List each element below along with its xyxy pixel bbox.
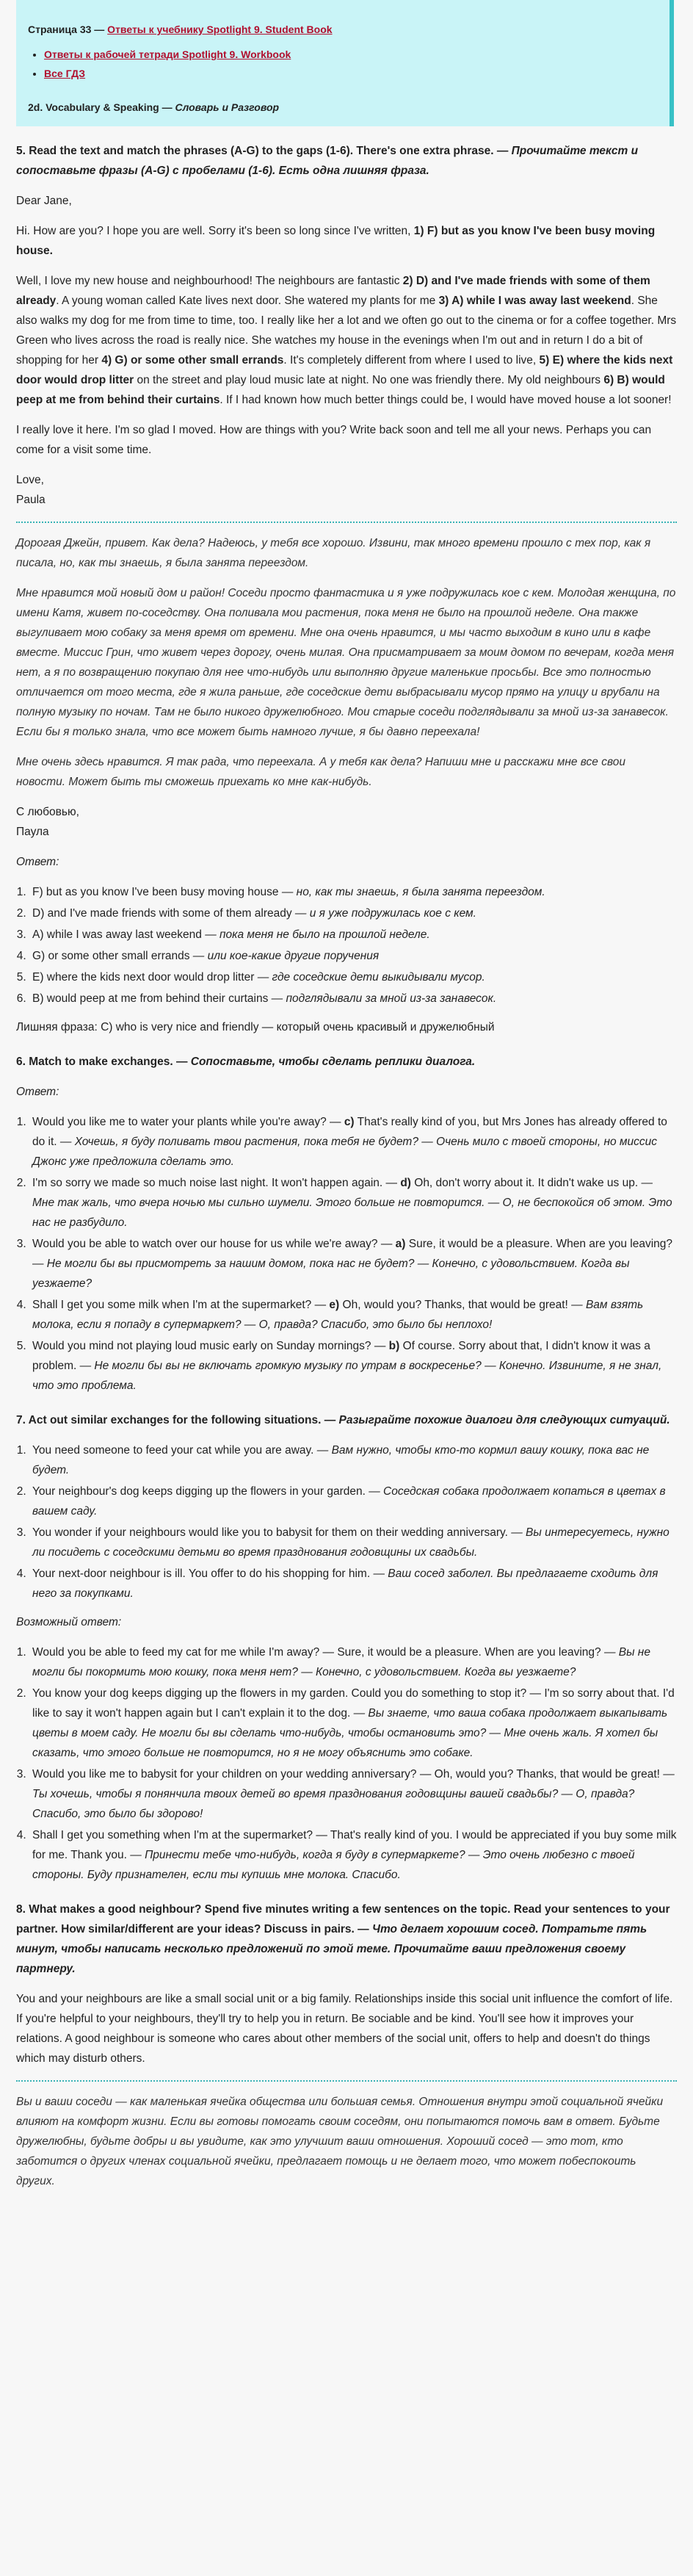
extra-phrase-en: Лишняя фраза: C) who is very nice and friendly bbox=[16, 1021, 259, 1033]
answer-ru: — Принести тебе что-нибудь, когда я буду в супермаркете? — Это очень любезно с твоей стороны. Буду признателен, если ты купишь мне молока. Спасибо. bbox=[32, 1849, 635, 1881]
answer-en: Shall I get you something when I'm at the supermarket? — That's really kind of you. I would be appreciated if you buy some milk for me. Thank you. bbox=[32, 1829, 677, 1861]
line-ru: — Вам взять молока, если я попаду в супермаркет? — О, правда? Спасибо, это было бы неплохо! bbox=[32, 1299, 644, 1331]
line-ru: — Хочешь, я буду поливать твои растения, пока тебя не будет? — Очень мило с твоей стороны, но миссис Джонс уже предложила сделать это. bbox=[32, 1136, 658, 1168]
list-item bbox=[44, 65, 655, 82]
answer-en: B) would peep at me from behind their curtains bbox=[32, 992, 269, 1005]
line-en: Would you mind not playing loud music early on Sunday mornings? — bbox=[32, 1340, 389, 1352]
line-en: Would you be able to watch over our house for us while we're away? — bbox=[32, 1238, 396, 1250]
gap-answer: 1) F) but as you know I've been busy moving house. bbox=[16, 225, 656, 257]
match-key: c) bbox=[344, 1116, 355, 1128]
list-item bbox=[29, 1173, 677, 1233]
answer-ru: — Вы знаете, что ваша собака продолжает выкапывать цветы в моем саду. Не могли бы вы сделать что-нибудь, чтобы остановить это? — Мне очень жаль. Я хотел бы сказать, что этого больше не повторится, но я не могу объяснить это собаке. bbox=[32, 1707, 668, 1759]
list-item bbox=[29, 1825, 677, 1885]
answer-ru: — Ты хочешь, чтобы я понянчила твоих детей во время празднования годовщины вашей свадьбы? — О, правда? Спасибо, это было бы здорово! bbox=[32, 1768, 675, 1820]
translation-signoff bbox=[16, 802, 677, 842]
closing: С любовью, bbox=[16, 806, 79, 818]
translation-paragraph-2: Мне нравится мой новый дом и район! Соседи просто фантастика и я уже подружилась кое с кем. Молодая женщина, по имени Катя, живет по-соседству. Она поливала мои растения, пока меня не было на прошлой неделе. Она также выгуливает мою собаку за меня время от времени. Мне она очень нравится, и мы часто выходим в кино или в кафе вместе. Миссис Грин, что живет через дорогу, очень милая. Она присматривает за моим домом по вечерам, когда меня нет, а я по возвращению покупаю для нее что-нибудь или выполняю другие маленькие просьбы. Все это полностью отличается от того места, где я жила раньше, где соседские дети выбрасывали мусор прямо на улицу и врубали на полную музыку по ночам. Там не было никого дружелюбного. Мои старые соседи подглядывали за мной из-за занавесок. Если бы я только знала, что все может быть намного лучше, я бы давно переехала! bbox=[16, 587, 676, 738]
answer-en: F) but as you know I've been busy moving house bbox=[32, 886, 279, 898]
list-item bbox=[29, 903, 677, 923]
text: . If I had known how much better things could be, I would have moved house a lot sooner! bbox=[219, 394, 672, 406]
situation-ru: — Ваш сосед заболел. Вы предлагаете сходить для него за покупками. bbox=[32, 1567, 658, 1600]
text: on the street and play loud music late at night. No one was friendly there. My old neighbours bbox=[134, 374, 604, 386]
answer-en: Would you like me to babysit for your children on your wedding anniversary? — Oh, would you? Thanks, that would be great! bbox=[32, 1768, 660, 1781]
heading-ru: Разыграйте похожие диалоги для следующих ситуаций. bbox=[338, 1414, 670, 1426]
answer-en: You know your dog keeps digging up the flowers in my garden. Could you do something to stop it? — I'm so sorry about that. I'd like to say it won't happen again but I can't explain it to the dog. bbox=[32, 1687, 675, 1720]
closing: Love, bbox=[16, 474, 44, 486]
exercise-8-heading bbox=[16, 1899, 677, 1979]
extra-phrase-ru: — который очень красивый и дружелюбный bbox=[258, 1021, 495, 1033]
text: . It's completely different from where I used to live, bbox=[283, 354, 540, 367]
divider bbox=[16, 522, 677, 523]
answer-label: Ответ: bbox=[16, 1086, 59, 1098]
exercise-7-answers bbox=[16, 1642, 677, 1885]
answer-ru: — но, как ты знаешь, я была занята переездом. bbox=[278, 886, 545, 898]
list-item bbox=[44, 46, 655, 63]
line-en: Shall I get you some milk when I'm at the supermarket? — bbox=[32, 1299, 330, 1311]
gap-answer: 4) G) or some other small errands bbox=[101, 354, 284, 367]
answer-ru: — где соседские дети выкидывали мусор. bbox=[254, 971, 485, 984]
answer-ru: — и я уже подружилась кое с кем. bbox=[291, 907, 476, 920]
answer-en: G) or some other small errands bbox=[32, 950, 190, 962]
reply-en: That's really kind of you, but Mrs Jones has already offered to do it. bbox=[32, 1116, 667, 1148]
situation-en: You wonder if your neighbours would like you to babysit for them on their wedding anniversary. bbox=[32, 1526, 508, 1539]
related-links bbox=[28, 46, 655, 82]
text: Well, I love my new house and neighbourhood! The neighbours are fantastic bbox=[16, 275, 403, 287]
exercise-6-heading bbox=[16, 1052, 677, 1072]
list-item bbox=[29, 1642, 677, 1682]
list-item bbox=[29, 989, 677, 1009]
list-item bbox=[29, 946, 677, 966]
list-item bbox=[29, 925, 677, 945]
exercise-7-heading bbox=[16, 1410, 677, 1430]
student-book-link[interactable]: Ответы к учебнику Spotlight 9. Student Book bbox=[107, 24, 333, 35]
gap-answer: 6) B) would peep at me from behind their curtains bbox=[16, 374, 665, 406]
letter-signoff bbox=[16, 470, 677, 510]
answer-label: Ответ: bbox=[16, 856, 59, 868]
heading-en: 6. Match to make exchanges. — bbox=[16, 1056, 191, 1068]
heading-en: 7. Act out similar exchanges for the following situations. — bbox=[16, 1414, 339, 1426]
reply-en: Oh, would you? Thanks, that would be great! bbox=[339, 1299, 568, 1311]
line-en: I'm so sorry we made so much noise last night. It won't happen again. — bbox=[32, 1177, 401, 1189]
list-item bbox=[29, 1440, 677, 1480]
line-en: Would you like me to water your plants while you're away? — bbox=[32, 1116, 344, 1128]
heading-ru: Что делает хорошим сосед. Потратьте пять минут, чтобы написать несколько предложений по этой теме. Прочитайте ваши предложения своему партнеру. bbox=[16, 1923, 647, 1975]
translation-paragraph-3: Мне очень здесь нравится. Я так рада, что переехала. А у тебя как дела? Напиши мне и расскажи мне все свои новости. Может быть ты сможешь приехать ко мне как-нибудь. bbox=[16, 756, 625, 788]
extra-phrase bbox=[16, 1017, 677, 1037]
situation-en: Your neighbour's dog keeps digging up the flowers in your garden. bbox=[32, 1485, 366, 1498]
workbook-link[interactable]: Ответы к рабочей тетради Spotlight 9. Workbook bbox=[44, 48, 291, 60]
reply-en: Sure, it would be a pleasure. When are you leaving? bbox=[405, 1238, 673, 1250]
list-item bbox=[29, 1234, 677, 1294]
heading-ru: Сопоставьте, чтобы сделать реплики диалога. bbox=[190, 1056, 476, 1068]
match-key: a) bbox=[395, 1238, 406, 1250]
reply-en: Oh, don't worry about it. It didn't wake us up. bbox=[410, 1177, 639, 1189]
gap-answer: 5) E) where the kids next door would drop litter bbox=[16, 354, 673, 386]
exercise-8-text-en: You and your neighbours are like a small social unit or a big family. Relationships inside this social unit influence the comfort of life. If you're helpful to your neighbours, they'll try to help you in return. Be sociable and be kind. You'll see how it improves your relations. A good neighbour is someone who cares about other members of the social unit, offers to help and doesn't do things which may disturb others. bbox=[16, 1993, 673, 2065]
translation-paragraph-1: Дорогая Джейн, привет. Как дела? Надеюсь, у тебя все хорошо. Извини, так много времени прошло с тех пор, как я писала, но, как ты знаешь, я была занята переездом. bbox=[16, 537, 651, 569]
heading-en: 8. What makes a good neighbour? Spend five minutes writing a few sentences on the topic. Read your sentences to your partner. How similar/different are your ideas? Discuss in pairs. — bbox=[16, 1903, 670, 1935]
match-key: d) bbox=[400, 1177, 411, 1189]
list-item bbox=[29, 967, 677, 987]
list-item bbox=[29, 1336, 677, 1396]
gap-answer: 2) D) and I've made friends with some of them already bbox=[16, 275, 650, 307]
letter-greeting: Dear Jane, bbox=[16, 195, 72, 207]
text: Hi. How are you? I hope you are well. Sorry it's been so long since I've written, bbox=[16, 225, 414, 237]
situation-en: You need someone to feed your cat while you are away. bbox=[32, 1444, 314, 1457]
line-ru: — Не могли бы вы не включать громкую музыку по утрам в воскресенье? — Конечно. Извините, я не знал, что это проблема. bbox=[32, 1360, 662, 1392]
list-item bbox=[29, 1112, 677, 1172]
letter-paragraph-1 bbox=[16, 221, 677, 261]
situation-ru: — Соседская собака продолжает копаться в цветах в вашем саду. bbox=[32, 1485, 666, 1518]
section-title-ru: Словарь и Разговор bbox=[175, 101, 280, 113]
exercise-5-answers bbox=[16, 882, 677, 1009]
divider bbox=[16, 2080, 677, 2082]
answer-ru: — подглядывали за мной из-за занавесок. bbox=[268, 992, 497, 1005]
answer-en: Would you be able to feed my cat for me while I'm away? — Sure, it would be a pleasure. When are you leaving? bbox=[32, 1646, 601, 1659]
text: . A young woman called Kate lives next door. She watered my plants for me bbox=[56, 295, 439, 307]
gap-answer: 3) A) while I was away last weekend bbox=[438, 295, 631, 307]
list-item bbox=[29, 1764, 677, 1824]
list-item bbox=[29, 1564, 677, 1603]
list-item bbox=[29, 882, 677, 902]
heading-en: 5. Read the text and match the phrases (A-G) to the gaps (1-6). There's one extra phrase. — bbox=[16, 145, 512, 157]
navigation-box bbox=[16, 0, 674, 126]
list-item bbox=[29, 1684, 677, 1763]
answer-en: E) where the kids next door would drop litter bbox=[32, 971, 255, 984]
signature: Паула bbox=[16, 826, 49, 838]
page-heading bbox=[28, 21, 655, 38]
answer-en: D) and I've made friends with some of them already bbox=[32, 907, 292, 920]
exercise-7-situations bbox=[16, 1440, 677, 1603]
text: . She also walks my dog for me from time to time, too. I really like her a lot and we often go out to the cinema or for a coffee together. Mrs Green who lives across the road is really nice. She watches my house in the evenings when I'm out and in return I do a bit of shopping for her bbox=[16, 295, 677, 367]
situation-en: Your next-door neighbour is ill. You offer to do his shopping for him. bbox=[32, 1567, 371, 1580]
letter-paragraph-3: I really love it here. I'm so glad I moved. How are things with you? Write back soon and tell me all your news. Perhaps you can come for a visit some time. bbox=[16, 424, 652, 456]
exercise-6-answers bbox=[16, 1112, 677, 1396]
letter-paragraph-2 bbox=[16, 271, 677, 410]
list-item bbox=[29, 1482, 677, 1521]
all-gdz-link[interactable]: Все ГДЗ bbox=[44, 68, 86, 79]
list-item bbox=[29, 1295, 677, 1335]
section-title bbox=[28, 98, 655, 116]
list-item bbox=[29, 1523, 677, 1562]
match-key: e) bbox=[329, 1299, 340, 1311]
match-key: b) bbox=[388, 1340, 400, 1352]
exercise-8-text-ru: Вы и ваши соседи — как маленькая ячейка общества или большая семья. Отношения внутри этой социальной ячейки влияют на комфорт жизни. Если вы готовы помогать своим соседям, они попытаются помочь вам в ответ. Будьте дружелюбны, будьте добры и вы увидите, как это улучшит ваши отношения. Хороший сосед — это тот, кто заботится о других членах социальной ячейки, предлагает помощь и не делает того, что может побеспокоить других. bbox=[16, 2096, 664, 2187]
situation-ru: — Вы интересуетесь, нужно ли посидеть с соседскими детьми во время празднования годовщины их свадьбы. bbox=[32, 1526, 670, 1559]
exercise-5-heading bbox=[16, 141, 677, 181]
section-title-en: 2d. Vocabulary & Speaking — bbox=[28, 101, 175, 113]
situation-ru: — Вам нужно, чтобы кто-то кормил вашу кошку, пока вас не будет. bbox=[32, 1444, 650, 1476]
answer-ru: — пока меня не было на прошлой неделе. bbox=[201, 928, 430, 941]
answer-ru: — Вы не могли бы покормить мою кошку, пока меня нет? — Конечно, с удовольствием. Когда вы уезжаете? bbox=[32, 1646, 650, 1678]
page-prefix: Страница 33 — bbox=[28, 24, 108, 35]
signature: Paula bbox=[16, 494, 46, 506]
answer-label: Возможный ответ: bbox=[16, 1616, 122, 1628]
heading-ru: Прочитайте текст и сопоставьте фразы (A-G) с пробелами (1-6). Есть одна лишняя фраза. bbox=[16, 145, 639, 177]
line-ru: — Мне так жаль, что вчера ночью мы сильно шумели. Этого больше не повторится. — О, не беспокойся об этом. Это нас не разбудило. bbox=[32, 1177, 672, 1229]
reply-en: Of course. Sorry about that, I didn't know it was a problem. bbox=[32, 1340, 650, 1372]
line-ru: — Не могли бы вы присмотреть за нашим домом, пока нас не будет? — Конечно, с удовольствием. Когда вы уезжаете? bbox=[32, 1258, 630, 1290]
answer-en: A) while I was away last weekend bbox=[32, 928, 202, 941]
answer-ru: — или кое-какие другие поручения bbox=[189, 950, 380, 962]
